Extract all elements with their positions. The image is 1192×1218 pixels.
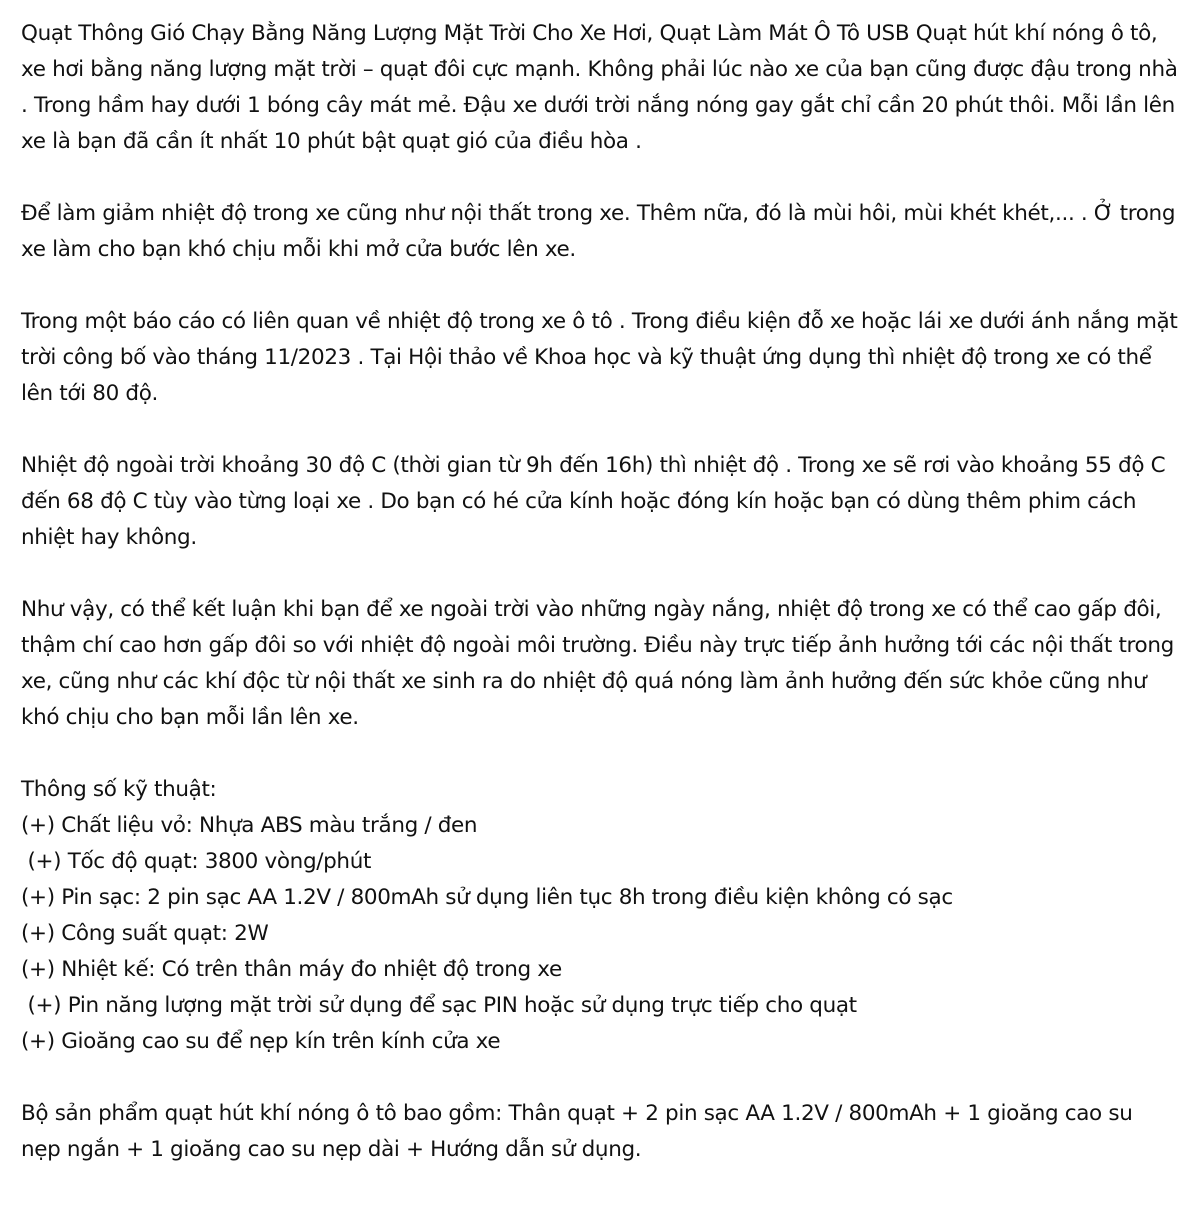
spec-item: (+) Chất liệu vỏ: Nhựa ABS màu trắng / đen [21, 813, 478, 838]
spec-item: (+) Pin năng lượng mặt trời sử dụng để sạc PIN hoặc sử dụng trực tiếp cho quạt [21, 993, 857, 1018]
spec-item: (+) Gioăng cao su để nẹp kín trên kính cửa xe [21, 1029, 501, 1054]
intro-paragraph: Quạt Thông Gió Chạy Bằng Năng Lượng Mặt Trời Cho Xe Hơi, Quạt Làm Mát Ô Tô USB Quạt hút khí nóng ô tô, xe hơi bằng năng lượng mặt trời – quạt đôi cực mạnh. Không phải lúc nào xe của bạn cũng được đậu trong nhà . Trong hầm hay dưới 1 bóng cây mát mẻ. Đậu xe dưới trời nắng nóng gay gắt chỉ cần 20 phút thôi. Mỗi lần lên xe là bạn đã cần ít nhất 10 phút bật quạt gió của điều hòa . [21, 21, 1178, 154]
spec-item: (+) Công suất quạt: 2W [21, 921, 269, 946]
temperature-paragraph: Nhiệt độ ngoài trời khoảng 30 độ C (thời gian từ 9h đến 16h) thì nhiệt độ . Trong xe sẽ rơi vào khoảng 55 độ C đến 68 độ C tùy vào từng loại xe . Do bạn có hé cửa kính hoặc đóng kín hoặc bạn có dùng thêm phim cách nhiệt hay không. [21, 453, 1166, 550]
spec-item: (+) Pin sạc: 2 pin sạc AA 1.2V / 800mAh sử dụng liên tục 8h trong điều kiện không có sạc [21, 885, 953, 910]
package-contents-paragraph: Bộ sản phẩm quạt hút khí nóng ô tô bao gồm: Thân quạt + 2 pin sạc AA 1.2V / 800mAh + 1 gioăng cao su nẹp ngắn + 1 gioăng cao su nẹp dài + Hướng dẫn sử dụng. [21, 1101, 1133, 1162]
spec-item: (+) Nhiệt kế: Có trên thân máy đo nhiệt độ trong xe [21, 957, 562, 982]
conclusion-paragraph: Như vậy, có thể kết luận khi bạn để xe ngoài trời vào những ngày nắng, nhiệt độ trong xe có thể cao gấp đôi, thậm chí cao hơn gấp đôi so với nhiệt độ ngoài môi trường. Điều này trực tiếp ảnh hưởng tới các nội thất trong xe, cũng như các khí độc từ nội thất xe sinh ra do nhiệt độ quá nóng làm ảnh hưởng đến sức khỏe cũng như khó chịu cho bạn mỗi lần lên xe. [21, 597, 1174, 730]
odor-paragraph: Để làm giảm nhiệt độ trong xe cũng như nội thất trong xe. Thêm nữa, đó là mùi hôi, mùi khét khét,... . Ở trong xe làm cho bạn khó chịu mỗi khi mở cửa bước lên xe. [21, 201, 1176, 262]
report-paragraph: Trong một báo cáo có liên quan về nhiệt độ trong xe ô tô . Trong điều kiện đỗ xe hoặc lái xe dưới ánh nắng mặt trời công bố vào tháng 11/2023 . Tại Hội thảo về Khoa học và kỹ thuật ứng dụng thì nhiệt độ trong xe có thể lên tới 80 độ. [21, 309, 1178, 406]
spec-item: (+) Tốc độ quạt: 3800 vòng/phút [21, 849, 372, 874]
specs-heading: Thông số kỹ thuật: [21, 777, 217, 802]
specs-section [21, 772, 1178, 1060]
